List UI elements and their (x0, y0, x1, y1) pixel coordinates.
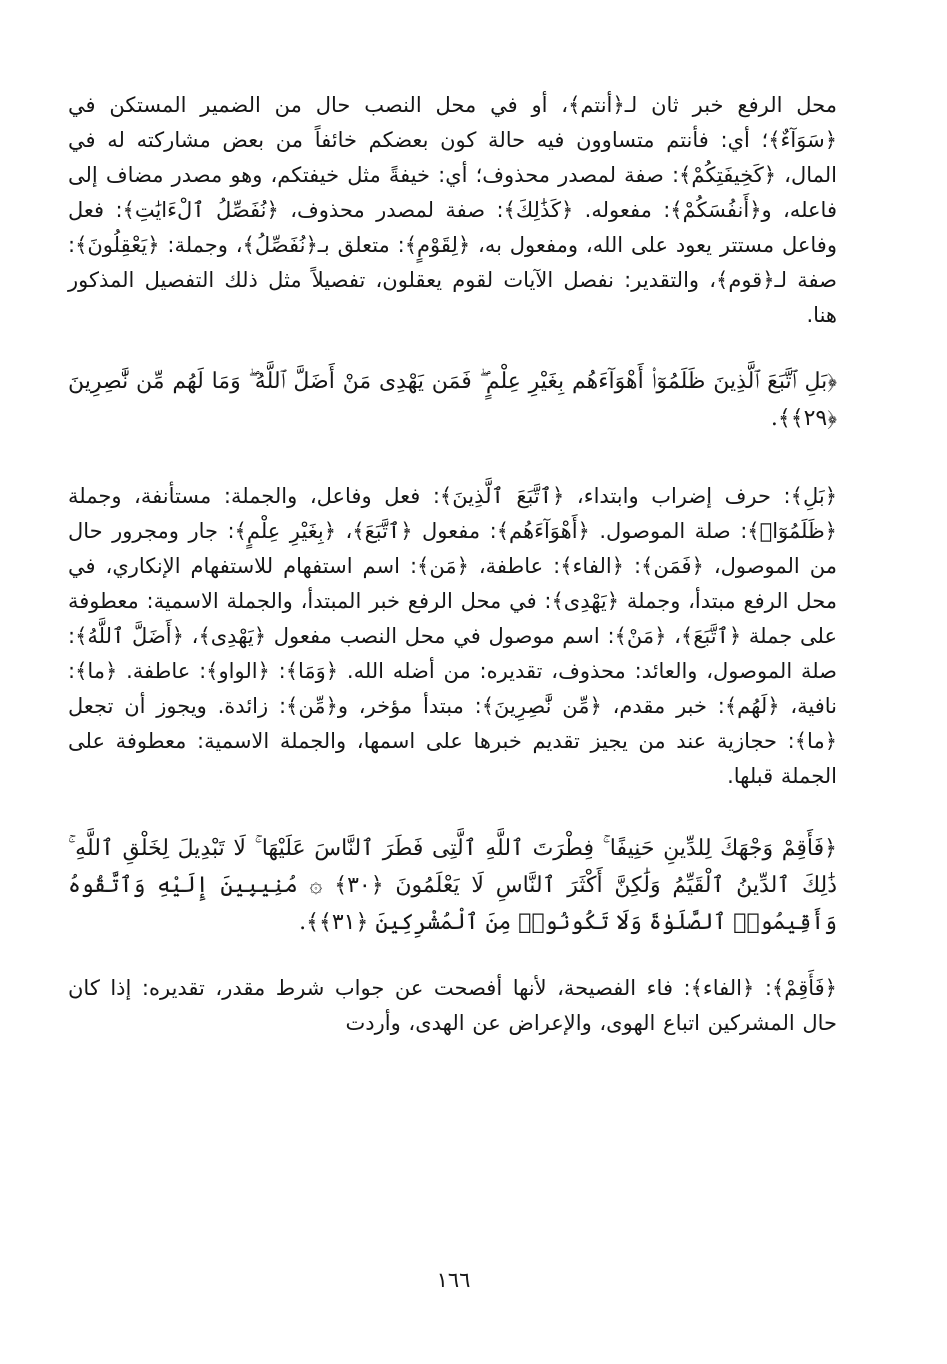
quran-verse-29: ﴿بَلِ ٱتَّبَعَ ٱلَّذِينَ ظَلَمُوٓا۟ أَهْوَآءَهُم بِغَيْرِ عِلْمٍ ۖ فَمَن يَهْدِى مَنْ أَضَلَّ ٱللَّهُ ۖ وَمَا لَهُم مِّن نَّٰصِرِينَ ﴿٢٩﴾﴾. (68, 369, 837, 431)
commentary-paragraph: محل الرفع خبر ثان لـ﴿أنتم﴾، أو في محل النصب حال من الضمير المستكن في ﴿سَوَآءٌ﴾؛ أي: فأنتم متساوون فيه حالة كون بعضكم خائفاً من بعض مشاركته له في المال، ﴿كَخِيفَتِكُمْ﴾: صفة لمصدر محذوف؛ أي: خيفةً مثل خيفتكم، وهو مصدر مضاف إلى فاعله، و﴿أَنفُسَكُمْ﴾: مفعوله. ﴿كَذَٰلِكَ﴾: صفة لمصدر محذوف، ﴿نُفَصِّلُ ٱلْءَايَٰتِ﴾: فعل وفاعل مستتر يعود على الله، ومفعول به، ﴿لِقَوْمٍ﴾: متعلق بـ﴿نُفَصِّلُ﴾، وجملة: ﴿يَعْقِلُونَ﴾: صفة لـ﴿قوم﴾، والتقدير: نفصل الآيات لقوم يعقلون، تفصيلاً مثل ذلك التفصيل المذكور هنا. (68, 93, 837, 327)
quran-verse-30-31: ﴿فَأَقِمْ وَجْهَكَ لِلدِّينِ حَنِيفًا ۚ فِطْرَتَ ٱللَّهِ ٱلَّتِى فَطَرَ ٱلنَّاسَ عَلَيْهَا ۚ لَا تَبْدِيلَ لِخَلْقِ ٱللَّهِ ۚ ذَٰلِكَ ٱلدِّينُ ٱلْقَيِّمُ وَلَٰكِنَّ أَكْثَرَ ٱلنَّاسِ لَا يَعْلَمُونَ ﴿٣٠﴾ ۞ مُنِيبِينَ إِلَيْهِ وَٱتَّقُوهُ وَأَقِيمُوا۟ ٱلصَّلَوٰةَ وَلَا تَكُونُوا۟ مِنَ ٱلْمُشْرِكِينَ ﴿٣١﴾﴾. (68, 836, 837, 935)
commentary-paragraph: ﴿فَأَقِمْ﴾: ﴿الفاء﴾: فاء الفصيحة، لأنها أفصحت عن جواب شرط مقدر، تقديره: إذا كان حال المشركين اتباع الهوى، والإعراض عن الهدى، وأردت (68, 976, 837, 1035)
commentary-paragraph: ﴿بَلِ﴾: حرف إضراب وابتداء، ﴿ٱتَّبَعَ ٱلَّذِينَ﴾: فعل وفاعل، والجملة: مستأنفة، وجملة ﴿ظَلَمُوٓا۟﴾: صلة الموصول. ﴿أَهْوَآءَهُم﴾: مفعول ﴿ٱتَّبَعَ﴾، ﴿بِغَيْرِ عِلْمٍ﴾: جار ومجرور حال من الموصول، ﴿فَمَن﴾: ﴿الفاء﴾: عاطفة، ﴿مَن﴾: اسم استفهام للاستفهام الإنكاري، في محل الرفع مبتدأ، وجملة ﴿يَهْدِى﴾: في محل الرفع خبر المبتدأ، والجملة الاسمية: معطوفة على جملة ﴿ٱتَّبَعَ﴾، ﴿مَنْ﴾: اسم موصول في محل النصب مفعول ﴿يَهْدِى﴾، ﴿أَضَلَّ ٱللَّهُ﴾: صلة الموصول، والعائد: محذوف، تقديره: من أضله الله. ﴿وَمَا﴾: ﴿الواو﴾: عاطفة. ﴿ما﴾: نافية، ﴿لَهُم﴾: خبر مقدم، ﴿مِّن نَّٰصِرِينَ﴾: مبتدأ مؤخر، و﴿مِّن﴾: زائدة. ويجوز أن تجعل ﴿ما﴾: حجازية عند من يجيز تقديم خبرها على اسمها، والجملة الاسمية: معطوفة على الجملة قبلها. (68, 484, 837, 788)
page-number: ١٦٦ (436, 1268, 471, 1292)
page-body (68, 88, 837, 1041)
